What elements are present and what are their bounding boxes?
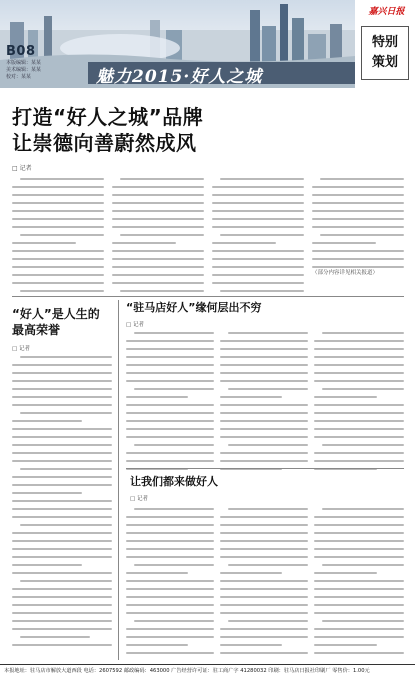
text-line (112, 258, 204, 260)
text-line (314, 420, 404, 422)
text-line (212, 194, 304, 196)
text-line (228, 620, 308, 622)
text-line (12, 186, 104, 188)
text-line (220, 404, 308, 406)
main-byline: □ 记者 (12, 165, 32, 172)
text-line (126, 612, 214, 614)
text-line (212, 274, 304, 276)
body-column (126, 332, 214, 476)
text-line (12, 508, 112, 510)
text-line (12, 596, 112, 598)
text-line (320, 178, 404, 180)
text-line (220, 412, 308, 414)
headline-line: “好人”是人生的 (12, 307, 100, 321)
text-line (12, 242, 76, 244)
header-band (0, 0, 355, 88)
text-line (228, 332, 308, 334)
text-line (112, 242, 176, 244)
text-line (220, 348, 308, 350)
text-line (322, 444, 404, 446)
body-column (314, 508, 404, 660)
text-line (220, 234, 304, 236)
text-line (126, 372, 214, 374)
main-headline-line: 打造“好人之城”品牌 (12, 105, 204, 129)
text-line (20, 290, 104, 292)
text-line (20, 178, 104, 180)
text-line (126, 340, 214, 342)
page-number: B08 (6, 44, 36, 59)
text-line (220, 420, 308, 422)
text-line (212, 186, 304, 188)
body-column (220, 508, 308, 660)
text-line (314, 340, 404, 342)
text-line (312, 258, 404, 260)
text-line (220, 548, 308, 550)
text-line (126, 580, 214, 582)
text-line (220, 428, 308, 430)
text-line (212, 282, 304, 284)
text-line (212, 266, 304, 268)
text-line (134, 564, 214, 566)
text-line (12, 218, 104, 220)
text-line (314, 596, 404, 598)
text-line (220, 396, 282, 398)
text-line (134, 332, 214, 334)
body-column (112, 178, 204, 298)
text-line (314, 612, 404, 614)
text-line (314, 356, 404, 358)
text-line (312, 202, 404, 204)
text-line (12, 516, 112, 518)
text-line (20, 636, 90, 638)
text-line (12, 380, 112, 382)
text-line (134, 388, 214, 390)
bottom-article-headline: 让我们都来做好人 (130, 475, 218, 488)
text-line (126, 548, 214, 550)
meta-line: 校对：某某 (6, 74, 32, 80)
text-line (126, 540, 214, 542)
text-line (314, 516, 404, 518)
text-line (112, 202, 204, 204)
section-divider (126, 468, 404, 469)
text-line (12, 258, 104, 260)
text-line (12, 420, 82, 422)
main-headline (12, 104, 203, 156)
text-line (12, 364, 112, 366)
middle-article-headline: “驻马店好人”缘何层出不穷 (126, 301, 262, 314)
text-line (12, 556, 112, 558)
text-line (220, 364, 308, 366)
text-line (220, 636, 308, 638)
text-line (12, 460, 112, 462)
text-line (322, 508, 404, 510)
text-line (134, 620, 214, 622)
text-line (12, 266, 104, 268)
text-line (322, 620, 404, 622)
text-line (314, 428, 404, 430)
body-column (126, 508, 214, 660)
text-line (126, 396, 188, 398)
text-line (220, 612, 308, 614)
text-line (314, 540, 404, 542)
text-line (314, 436, 404, 438)
text-line (220, 356, 308, 358)
text-line (322, 388, 404, 390)
text-line (126, 628, 214, 630)
text-line (322, 564, 404, 566)
text-line (314, 532, 404, 534)
text-line (126, 412, 214, 414)
text-line (126, 420, 214, 422)
banner-title: 魅力2015·好人之城 (96, 67, 263, 87)
text-line (12, 372, 112, 374)
bottom-article-byline: □ 记者 (130, 496, 148, 502)
text-line (126, 380, 214, 382)
text-line (12, 428, 112, 430)
text-line (314, 396, 377, 398)
body-column (12, 356, 112, 652)
text-line (126, 516, 214, 518)
text-line (126, 588, 214, 590)
text-line (212, 250, 304, 252)
text-line (12, 492, 82, 494)
text-line (126, 428, 214, 430)
text-line (212, 210, 304, 212)
text-line (314, 348, 404, 350)
text-line (212, 202, 304, 204)
body-column (314, 332, 404, 476)
meta-line: 美术编辑：某某 (6, 67, 42, 73)
text-line (314, 404, 404, 406)
special-label: 特别 (371, 35, 398, 50)
text-line (314, 524, 404, 526)
left-article-byline: □ 记者 (12, 346, 30, 352)
text-line (228, 508, 308, 510)
text-line (112, 186, 204, 188)
text-line (314, 652, 404, 654)
text-line (20, 412, 112, 414)
page-footer: 本报地址：驻马店市解放大道西段 电话：2607592 邮政编码：463000 广告经营许可证：驻工商广字 41280032 印刷：驻马店日报社印刷厂 零售价：1.00元 (0, 664, 415, 677)
text-line (126, 572, 188, 574)
text-line (312, 194, 404, 196)
text-line (112, 266, 204, 268)
text-line (120, 178, 204, 180)
text-line (12, 404, 112, 406)
text-line (12, 484, 112, 486)
text-line (12, 548, 112, 550)
text-line (320, 234, 404, 236)
text-line (312, 242, 376, 244)
text-line (12, 388, 112, 390)
text-line (314, 636, 404, 638)
text-line (220, 452, 308, 454)
left-article-headline (12, 306, 112, 338)
text-line (112, 274, 204, 276)
text-line (12, 540, 112, 542)
text-line (314, 644, 377, 646)
text-line (312, 250, 404, 252)
text-line (220, 604, 308, 606)
text-line (12, 588, 112, 590)
text-line (212, 242, 276, 244)
newspaper-logo: 嘉兴日报 (368, 7, 405, 17)
text-line (134, 508, 214, 510)
text-line (220, 540, 308, 542)
text-line (126, 364, 214, 366)
body-column (212, 178, 304, 298)
text-line (126, 556, 214, 558)
text-line (220, 644, 282, 646)
column-divider (118, 300, 119, 660)
text-line (126, 636, 214, 638)
text-line (12, 476, 112, 478)
text-line (12, 500, 112, 502)
text-line (314, 588, 404, 590)
text-line (20, 524, 112, 526)
text-line (220, 572, 282, 574)
text-line (220, 460, 308, 462)
text-line (126, 356, 214, 358)
meta-line: 本版编辑：某某 (6, 60, 42, 66)
text-line (314, 580, 404, 582)
text-line (12, 202, 104, 204)
text-line (12, 612, 112, 614)
right-note: （部分内容详见相关报道） (312, 270, 379, 276)
text-line (126, 644, 188, 646)
text-line (12, 436, 112, 438)
text-line (228, 564, 308, 566)
text-line (314, 572, 377, 574)
text-line (314, 372, 404, 374)
text-line (322, 332, 404, 334)
text-line (220, 524, 308, 526)
text-line (12, 250, 104, 252)
text-line (126, 452, 214, 454)
text-line (312, 186, 404, 188)
text-line (12, 210, 104, 212)
text-line (220, 588, 308, 590)
text-line (126, 532, 214, 534)
page-meta (6, 60, 76, 81)
text-line (314, 628, 404, 630)
text-line (312, 218, 404, 220)
text-line (220, 532, 308, 534)
text-line (12, 194, 104, 196)
text-line (126, 348, 214, 350)
text-line (12, 644, 112, 646)
text-line (12, 572, 112, 574)
text-line (312, 210, 404, 212)
text-line (126, 604, 214, 606)
main-headline-line: 让崇德向善蔚然成风 (12, 131, 197, 155)
text-line (314, 604, 404, 606)
text-line (126, 460, 214, 462)
text-line (112, 210, 204, 212)
body-column (220, 332, 308, 476)
text-line (12, 226, 104, 228)
text-line (20, 580, 112, 582)
text-line (220, 436, 308, 438)
text-line (220, 290, 304, 292)
text-line (220, 178, 304, 180)
text-line (220, 516, 308, 518)
text-line (12, 628, 112, 630)
text-line (314, 380, 404, 382)
text-line (112, 218, 204, 220)
text-line (314, 412, 404, 414)
text-line (314, 556, 404, 558)
text-line (120, 234, 204, 236)
text-line (126, 436, 214, 438)
text-line (20, 234, 104, 236)
text-line (112, 282, 204, 284)
text-line (228, 444, 308, 446)
text-line (126, 524, 214, 526)
text-line (112, 194, 204, 196)
text-line (220, 556, 308, 558)
text-line (314, 364, 404, 366)
headline-line: 最高荣誉 (12, 323, 61, 337)
text-line (220, 372, 308, 374)
text-line (12, 274, 104, 276)
body-column (12, 178, 104, 298)
text-line (314, 548, 404, 550)
text-line (126, 652, 214, 654)
text-line (228, 388, 308, 390)
special-feature-box (361, 26, 409, 80)
text-line (12, 564, 82, 566)
text-line (12, 282, 104, 284)
text-line (12, 444, 112, 446)
text-line (220, 580, 308, 582)
text-line (220, 628, 308, 630)
text-line (12, 604, 112, 606)
text-line (314, 452, 404, 454)
text-line (120, 290, 204, 292)
text-line (134, 444, 214, 446)
text-line (12, 620, 112, 622)
text-line (12, 396, 112, 398)
special-label: 策划 (371, 55, 398, 70)
text-line (220, 596, 308, 598)
body-column (312, 178, 404, 274)
text-line (220, 652, 308, 654)
text-line (20, 356, 112, 358)
text-line (126, 596, 214, 598)
middle-article-byline: □ 记者 (126, 322, 144, 328)
text-line (212, 226, 304, 228)
text-line (112, 250, 204, 252)
text-line (112, 226, 204, 228)
text-line (12, 452, 112, 454)
text-line (220, 380, 308, 382)
section-divider (12, 296, 404, 297)
text-line (12, 532, 112, 534)
text-line (314, 460, 404, 462)
text-line (220, 340, 308, 342)
text-line (212, 218, 304, 220)
text-line (126, 404, 214, 406)
text-line (212, 258, 304, 260)
text-line (20, 468, 112, 470)
text-line (312, 226, 404, 228)
